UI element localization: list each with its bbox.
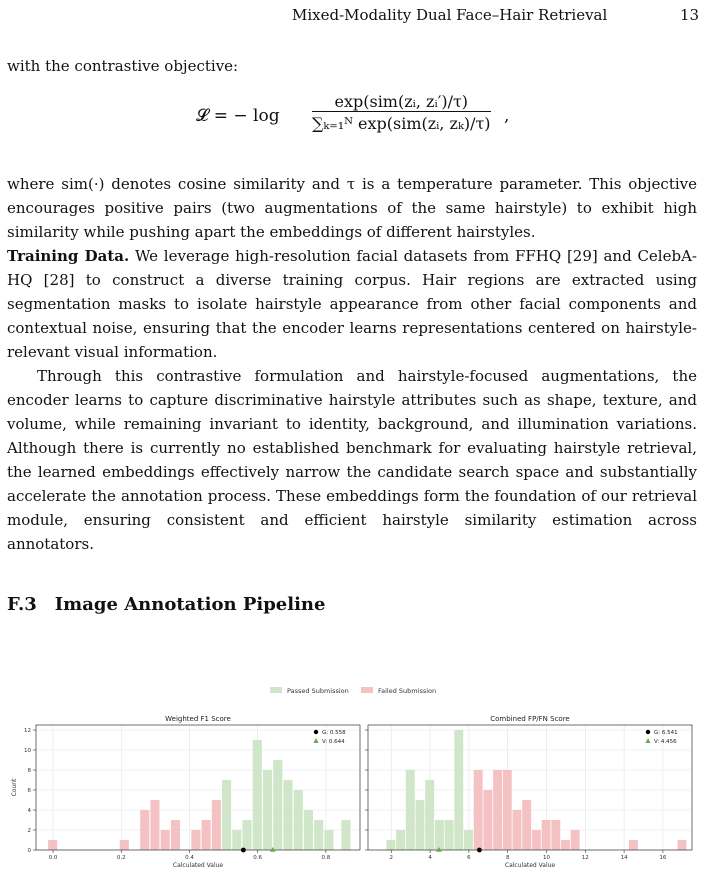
failed-submission-bar bbox=[171, 820, 180, 850]
passed-submission-bar bbox=[314, 820, 323, 850]
legend-g-marker bbox=[314, 730, 318, 734]
passed-submission-bar bbox=[406, 770, 415, 850]
passed-submission-bar bbox=[341, 820, 350, 850]
passed-submission-bar bbox=[416, 800, 425, 850]
passed-submission-bar bbox=[283, 780, 292, 850]
failed-submission-bar bbox=[532, 830, 541, 850]
training-data-text: We leverage high-resolution facial datasets from FFHQ [29] and CelebA-HQ [28] to construct a diverse training corpus. Hair regions are extracted using segmentation masks to isolate hairstyle appearance from other facial components and contextual noise, ensuring that the encoder learns representations centered on hairstyle-relevant visual information. bbox=[7, 247, 697, 361]
failed-submission-bar bbox=[561, 840, 570, 850]
failed-submission-bar bbox=[677, 840, 686, 850]
x-axis-label: Calculated Value bbox=[504, 862, 556, 869]
x-tick-label: 2 bbox=[389, 855, 394, 861]
x-tick-label: 0.2 bbox=[116, 855, 126, 861]
passed-submission-bar bbox=[263, 770, 272, 850]
passed-submission-bar bbox=[243, 820, 252, 850]
failed-submission-bar bbox=[571, 830, 580, 850]
y-tick-label: 2 bbox=[27, 828, 31, 834]
failed-submission-bar bbox=[493, 770, 502, 850]
passed-submission-bar bbox=[222, 780, 231, 850]
section-title: Image Annotation Pipeline bbox=[54, 594, 326, 615]
y-tick-label: 4 bbox=[27, 808, 31, 814]
y-tick-label: 8 bbox=[27, 768, 31, 774]
figure-legend bbox=[270, 687, 436, 695]
equation-fraction bbox=[312, 92, 491, 133]
marker-legend-label: G: 0.558 bbox=[322, 730, 346, 736]
x-tick-label: 0.0 bbox=[48, 855, 58, 861]
failed-submission-bar bbox=[474, 770, 483, 850]
section-number: F.3 bbox=[7, 594, 37, 615]
running-title: Mixed-Modality Dual Face–Hair Retrieval bbox=[292, 6, 608, 24]
failed-submission-bar bbox=[120, 840, 129, 850]
legend-g-marker bbox=[646, 730, 650, 734]
y-tick-label: 10 bbox=[24, 748, 31, 754]
legend-v-marker bbox=[645, 738, 650, 743]
failed-submission-bar bbox=[161, 830, 170, 850]
passed-submission-bar bbox=[396, 830, 405, 850]
failed-submission-bar bbox=[503, 770, 512, 850]
legend-pass-label: Passed Submission bbox=[287, 687, 349, 695]
y-tick-label: 0 bbox=[27, 848, 31, 854]
equation-comma: , bbox=[504, 106, 510, 126]
passed-submission-bar bbox=[445, 820, 454, 850]
failed-submission-bar bbox=[513, 810, 522, 850]
paragraph-similarity: where sim(·) denotes cosine similarity and τ is a temperature parameter. This objective encourages positive pairs (two augmentations of the same hairstyle) to exhibit high similarity while pushing apart the embeddings of different hairstyles. bbox=[7, 175, 697, 241]
failed-submission-bar bbox=[212, 800, 221, 850]
failed-submission-bar bbox=[522, 800, 531, 850]
combined-fpfn-panel bbox=[365, 715, 692, 869]
chart-title: Weighted F1 Score bbox=[165, 715, 231, 723]
equation-lhs: 𝓛 = − log bbox=[196, 106, 280, 126]
g-marker bbox=[477, 848, 482, 853]
passed-submission-bar bbox=[464, 830, 473, 850]
passed-submission-bar bbox=[253, 740, 262, 850]
running-header bbox=[0, 6, 704, 26]
x-tick-label: 8 bbox=[505, 855, 510, 861]
x-tick-label: 0.8 bbox=[321, 855, 331, 861]
failed-submission-bar bbox=[542, 820, 551, 850]
x-axis-label: Calculated Value bbox=[172, 862, 224, 869]
passed-submission-bar bbox=[273, 760, 282, 850]
failed-submission-bar bbox=[48, 840, 57, 850]
failed-submission-bar bbox=[140, 810, 149, 850]
section-heading bbox=[7, 594, 325, 615]
passed-submission-bar bbox=[435, 820, 444, 850]
x-tick-label: 12 bbox=[581, 855, 589, 861]
y-axis-label: Count bbox=[11, 778, 18, 797]
g-marker bbox=[241, 848, 246, 853]
y-tick-label: 12 bbox=[24, 728, 31, 734]
page-number: 13 bbox=[680, 6, 700, 24]
passed-submission-bar bbox=[294, 790, 303, 850]
legend-pass-swatch bbox=[270, 687, 282, 693]
equation-denominator: ∑ₖ₌₁ᴺ exp(sim(zᵢ, zₖ)/τ) bbox=[312, 114, 491, 133]
x-tick-label: 16 bbox=[659, 855, 667, 861]
chart-title: Combined FP/FN Score bbox=[490, 715, 570, 723]
passed-submission-bar bbox=[386, 840, 395, 850]
passed-submission-bar bbox=[425, 780, 434, 850]
legend-v-marker bbox=[313, 738, 318, 743]
legend-fail-swatch bbox=[361, 687, 373, 693]
passed-submission-bar bbox=[304, 810, 313, 850]
histogram-figure bbox=[0, 675, 704, 875]
x-tick-label: 4 bbox=[428, 855, 432, 861]
passed-submission-bar bbox=[454, 730, 463, 850]
failed-submission-bar bbox=[629, 840, 638, 850]
failed-submission-bar bbox=[150, 800, 159, 850]
passed-submission-bar bbox=[232, 830, 241, 850]
failed-submission-bar bbox=[191, 830, 200, 850]
paragraph-contrastive-formulation: Through this contrastive formulation and hairstyle-focused augmentations, the encoder learns to capture discriminative hairstyle attributes such as shape, texture, and volume, while remaining invariant to identity, background, and illumination variations. Although there is currently no established benchmark for evaluating hairstyle retrieval, the learned embeddings effectively narrow the candidate search space and substantially accelerate the annotation process. These embeddings form the foundation of our retrieval module, ensuring consistent and efficient hairstyle similarity estimation across annotators. bbox=[7, 367, 697, 553]
legend-fail-label: Failed Submission bbox=[378, 687, 437, 695]
weighted-f1-panel bbox=[11, 715, 360, 869]
intro-line: with the contrastive objective: bbox=[7, 57, 239, 75]
y-tick-label: 6 bbox=[27, 788, 31, 794]
body-text bbox=[7, 172, 697, 556]
contrastive-loss-equation bbox=[0, 88, 704, 148]
failed-submission-bar bbox=[483, 790, 492, 850]
paragraph-training-data bbox=[7, 244, 697, 364]
x-tick-label: 0.4 bbox=[185, 855, 194, 861]
marker-legend-label: G: 6.541 bbox=[654, 730, 678, 736]
x-tick-label: 6 bbox=[467, 855, 471, 861]
x-tick-label: 14 bbox=[620, 855, 628, 861]
x-tick-label: 0.6 bbox=[253, 855, 263, 861]
equation-numerator: exp(sim(zᵢ, zᵢ′)/τ) bbox=[312, 92, 491, 112]
failed-submission-bar bbox=[202, 820, 211, 850]
training-data-label: Training Data. bbox=[7, 247, 130, 265]
passed-submission-bar bbox=[324, 830, 333, 850]
failed-submission-bar bbox=[551, 820, 560, 850]
marker-legend-label: V: 0.644 bbox=[322, 739, 345, 745]
marker-legend-label: V: 4.456 bbox=[654, 739, 677, 745]
x-tick-label: 10 bbox=[542, 855, 550, 861]
